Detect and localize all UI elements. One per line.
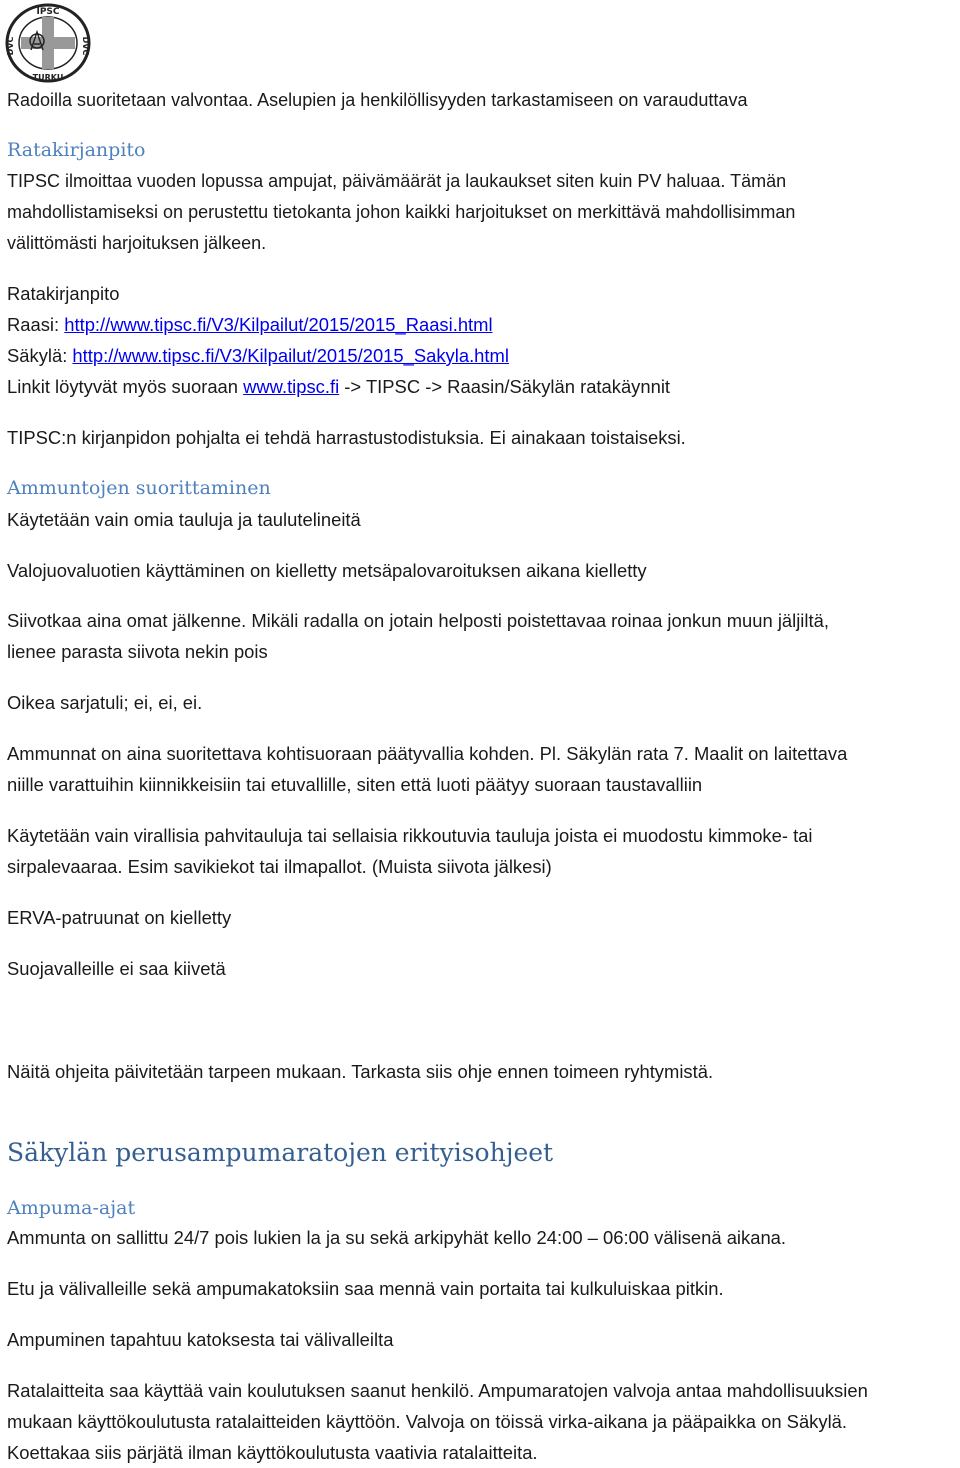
heading-ratakirjanpito: Ratakirjanpito [7,139,146,161]
linkit-line [7,376,670,398]
paragraph-line: Koettakaa siis pärjätä ilman käyttökoulutusta vaativia ratalaitteita. [7,1442,538,1463]
paragraph-line: Ampuminen tapahtuu katoksesta tai välivalleilta [7,1329,394,1350]
logo-text-left: DVC [6,36,15,56]
paragraph-line: Radoilla suoritetaan valvontaa. Aselupien ja henkilöllisyyden tarkastamiseen on varauduttava [7,90,748,110]
paragraph-line: Oikea sarjatuli; ei, ei, ei. [7,692,203,713]
sakyla-label: Säkylä: [7,345,73,366]
sakyla-line [7,345,509,367]
logo-text-bottom: TURKU [32,73,64,82]
paragraph-line: Etu ja välivalleille sekä ampumakatoksiin saa mennä vain portaita tai kulkuluiskaa pitkin. [7,1278,724,1299]
logo-text-right: DVC [81,36,90,56]
paragraph-line: mukaan käyttökoulutusta ratalaitteiden käyttöön. Valvoja on töissä virka-aikana ja pääpaikka on Säkylä. [7,1411,847,1432]
paragraph-line: lienee parasta siivota nekin pois [7,641,268,662]
raasi-link[interactable]: http://www.tipsc.fi/V3/Kilpailut/2015/2015_Raasi.html [64,314,493,335]
paragraph-line: Ammunta on sallittu 24/7 pois lukien la ja su sekä arkipyhät kello 24:00 – 06:00 välisenä aikana. [7,1227,787,1248]
paragraph-line: Ratalaitteita saa käyttää vain koulutuksen saanut henkilö. Ampumaratojen valvoja antaa mahdollisuuksien [7,1380,868,1401]
heading-sakyla-erityisohjeet: Säkylän perusampumaratojen erityisohjeet [7,1138,554,1167]
heading-ammuntojen-suorittaminen: Ammuntojen suorittaminen [7,477,271,499]
paragraph-line: Ammunnat on aina suoritettava kohtisuoraan päätyvallia kohden. Pl. Säkylän rata 7. Maalit on laitettava [7,743,848,764]
ratakirjanpito-subtitle: Ratakirjanpito [7,283,120,304]
paragraph-line: ERVA-patruunat on kielletty [7,907,232,928]
paragraph-line: Siivotkaa aina omat jälkenne. Mikäli radalla on jotain helposti poistettavaa roinaa jonkun muun jäljiltä, [7,610,829,631]
paragraph-line: TIPSC:n kirjanpidon pohjalta ei tehdä harrastustodistuksia. Ei ainakaan toistaiseksi. [7,427,686,448]
paragraph-line: mahdollistamiseksi on perustettu tietokanta johon kaikki harjoitukset on merkittävä mahdollisimman [7,202,796,222]
paragraph-line: niille varattuihin kiinnikkeisiin tai etuvallille, siten että luoti päätyy suoraan taustavalliin [7,774,703,795]
paragraph-line: TIPSC ilmoittaa vuoden lopussa ampujat, päivämäärät ja laukaukset siten kuin PV haluaa. Tämän [7,171,787,191]
linkit-suffix: -> TIPSC -> Raasin/Säkylän ratakäynnit [339,376,671,397]
sakyla-link[interactable]: http://www.tipsc.fi/V3/Kilpailut/2015/2015_Sakyla.html [72,345,509,366]
club-logo [4,2,92,84]
tipsc-link[interactable]: www.tipsc.fi [243,376,340,397]
linkit-prefix: Linkit löytyvät myös suoraan [7,376,244,397]
paragraph-line: välittömästi harjoituksen jälkeen. [7,233,267,253]
heading-ampuma-ajat: Ampuma-ajat [7,1197,136,1219]
paragraph-line: Käytetään vain virallisia pahvitauluja tai sellaisia rikkoutuvia tauluja joista ei muodostu kimmoke- tai [7,825,813,846]
paragraph-line: sirpalevaaraa. Esim savikiekot tai ilmapallot. (Muista siivota jälkesi) [7,856,552,877]
logo-text-top: IPSC [36,7,60,17]
paragraph-line: Valojuovaluotien käyttäminen on kielletty metsäpalovaroituksen aikana kielletty [7,560,647,581]
paragraph-line: Käytetään vain omia tauluja ja taulutelineitä [7,509,361,530]
paragraph-line: Näitä ohjeita päivitetään tarpeen mukaan. Tarkasta siis ohje ennen toimeen ryhtymistä. [7,1061,714,1082]
raasi-label: Raasi: [7,314,65,335]
raasi-line [7,314,493,336]
paragraph-line: Suojavalleille ei saa kiivetä [7,958,226,979]
